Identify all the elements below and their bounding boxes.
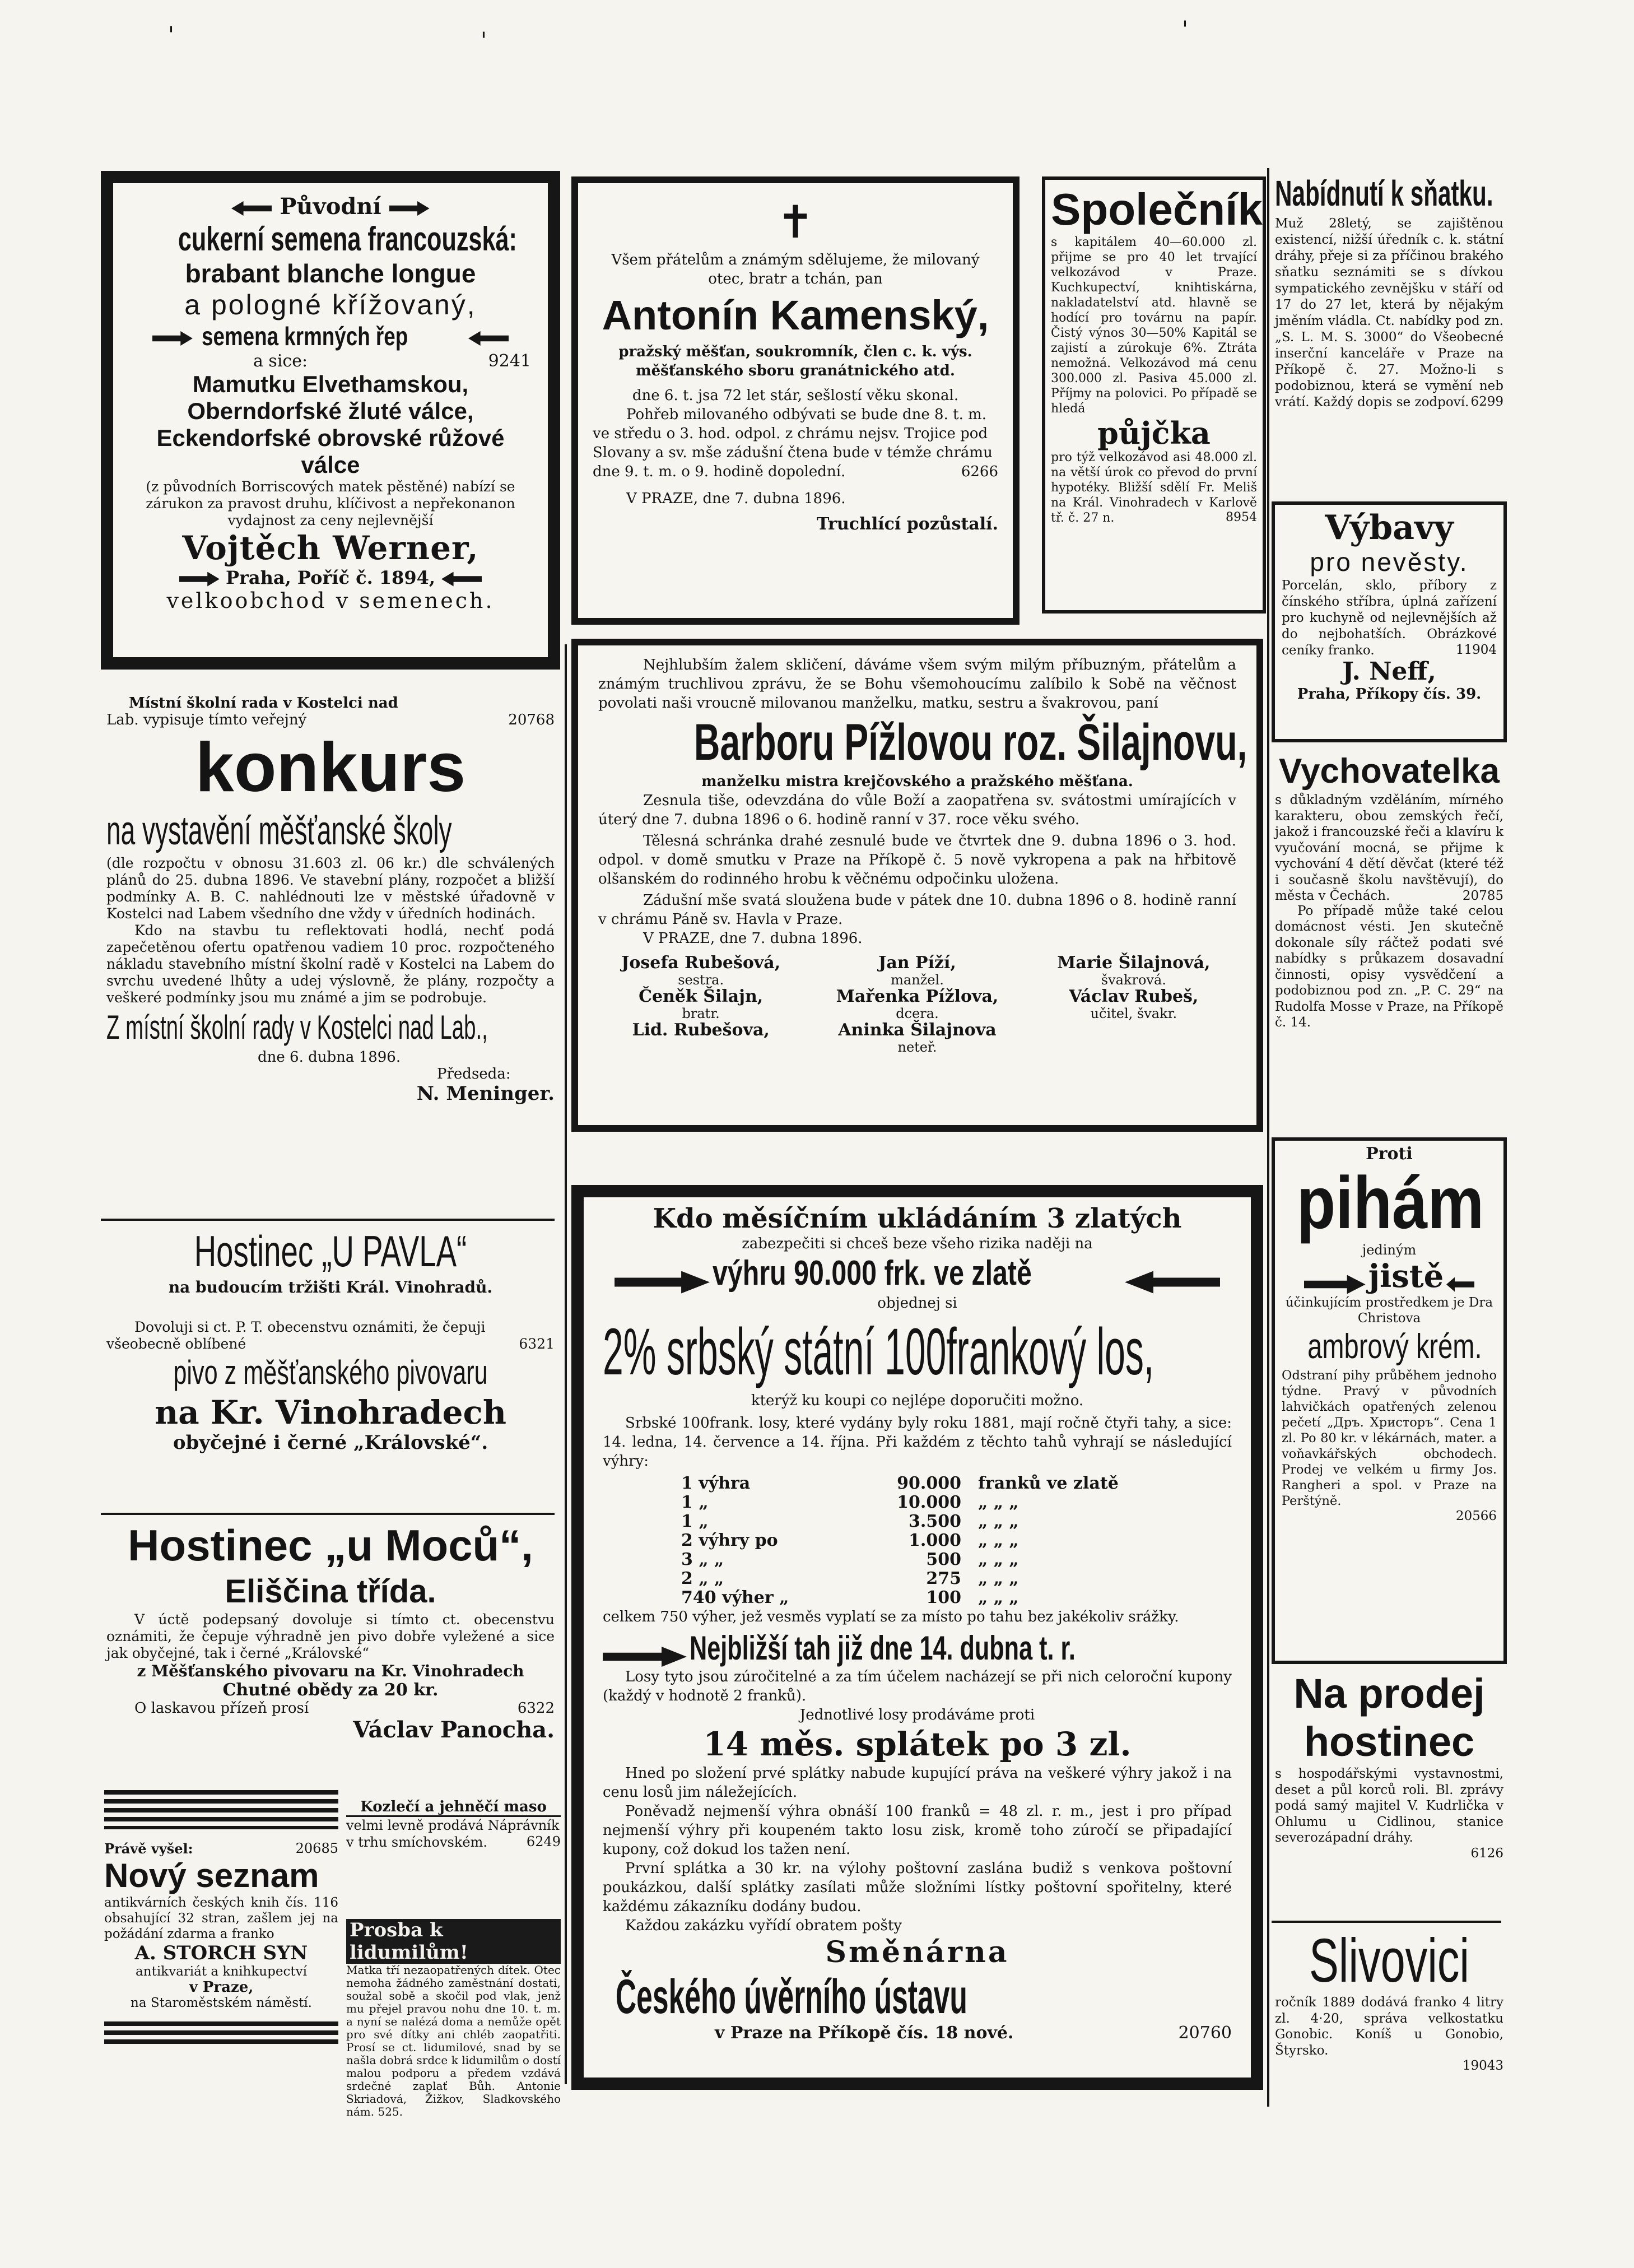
ad-spolecnik — [1042, 176, 1266, 614]
kamensky-died: dne 6. t. jsa 72 let stár, sešlostí věku skonal. — [632, 387, 959, 404]
prize-value: 500 — [926, 1549, 961, 1569]
los-address: v Praze na Příkopě čís. 18 nové. — [715, 2023, 1014, 2043]
seznam-body: antikvárních českých knih čís. 116 obsahující 32 stran, zašlem jej na požádání zdarma a franko — [104, 1895, 338, 1941]
werner-guarantee: (z původních Borriscových matek pěstěné) nabízí se zárukon za pravost druhu, klíčivost a nepřekonanon vydajnost za ceny nejlevnější — [146, 478, 515, 528]
spolecnik-code: 8954 — [1226, 510, 1257, 524]
page-mark-mid: ' — [481, 28, 487, 54]
column-rule-1 — [565, 644, 567, 2084]
ad-u-pavla — [101, 1224, 560, 1510]
kozlec-body: velmi levně prodává Náprávník v trhu smíchovském. — [346, 1818, 560, 1850]
werner-address: Praha, Poříč č. 1894, — [225, 567, 436, 588]
divider — [101, 1513, 555, 1515]
los-body2: Hned po složení prvé splátky nabude kupující práva na veškeré výhry jakož i na cenu losů jim náležejících. — [603, 1764, 1232, 1801]
ad-novy-seznam — [101, 1790, 342, 2093]
signer — [598, 1021, 803, 1054]
ad-slivovici — [1272, 1927, 1507, 2095]
vychovatelka-head: Vychovatelka — [1278, 752, 1500, 791]
pavla-sub: na budoucím tržišti Král. Vinohradů. — [168, 1278, 493, 1296]
ad-werner-seeds — [101, 171, 560, 670]
prize-row — [681, 1531, 1232, 1550]
kamensky-title: pražský měšťan, soukromník, člen c. k. výs. měšťanského sboru granátnického atd. — [618, 343, 972, 379]
prize-count: 1 „ — [681, 1511, 709, 1531]
pavla-code: 6321 — [519, 1336, 555, 1352]
signer-role: neteř. — [897, 1039, 937, 1055]
ad-u-mocu — [101, 1518, 560, 1787]
prodej-body: s hospodářskými vystavnostmi, deset a půl korců roli. Bl. zprávy podá samý majitel V. Kudrlička v Ohlumu u Cidlinou, stanice severozápadní dráhy. — [1275, 1767, 1503, 1845]
los-body: Srbské 100frank. losy, které vydány byly roku 1881, mají ročně čtyři tahy, a sice: 14. ledna, 14. července a 14. října. Při každém z těchto tahů vyhrají se následující výhry: — [603, 1414, 1232, 1470]
prize-unit: franků ve zlatě — [978, 1473, 1119, 1493]
spolecnik-loan-head: půjčka — [1097, 415, 1211, 451]
vybavy-name: J. Neff, — [1342, 657, 1436, 686]
seznam-top: Právě vyšel: — [104, 1841, 193, 1857]
slivovici-body: ročník 1889 dodává franko 4 litry zl. 4·20, správa velkostatku Gonobic. Koníš u Gonobio, Štyrsko. — [1275, 1995, 1503, 2058]
ad-vychovatelka — [1272, 751, 1507, 1098]
signer-name: Lid. Rubešova, — [632, 1020, 770, 1040]
los-body5: Každou zakázku vyřídí obratem pošty — [625, 1917, 902, 1934]
pavla-place: na Kr. Vinohradech — [154, 1393, 507, 1432]
pointing-hand-icon — [1125, 1271, 1220, 1294]
vychovatelka-code: 20785 — [1462, 888, 1503, 903]
los-next: Nejbližší tah již dne 14. dubna t. r. — [690, 1629, 1076, 1667]
piham-top: Proti — [1366, 1144, 1413, 1164]
prosba-body: Matka tří nezaopatřených dítek. Otec nemoha žádného zaměstnání dostati, soužal sobě a skočil pod vlak, jenž mu přejel pravou nohu dne 10. t. m. a nyní se nalézá doma a nemůže opět pro své dítky ani chléb zaopatřiti. Prosí se ct. lidumilové, snad by se našla dobrá srdce k lidumilům o dostí malou podporu a předem vzdává srdečné zaplať Bůh. Antonie Skriadová, Žižkov, Sladkovského nám. 525. — [346, 1963, 561, 2118]
column-rule-2 — [1267, 168, 1269, 2107]
seznam-code: 20685 — [295, 1841, 338, 1856]
stripes — [104, 2021, 338, 2044]
signer-name: Marie Šilajnová, — [1057, 953, 1211, 973]
ad-kamensky-obituary — [571, 176, 1019, 625]
prize-unit: „ „ „ — [978, 1492, 1019, 1512]
los-bank: Směnárna — [825, 1935, 1009, 1969]
los-bank2: Českého úvěrního ústavu — [615, 1969, 967, 2024]
seznam-name: A. STORCH SYN — [134, 1942, 308, 1964]
los-line4: objednej si — [877, 1294, 957, 1312]
kamensky-funeral: Pohřeb milovaného odbývati se bude dne 8. t. m. ve středu o 3. hod. odpol. z chrámu nejsv. Trojice pod Slovany a sv. mše zádušní čtena bude v témže chrámu dne 9. t. m. o 9. hodině dopolední. — [593, 406, 993, 480]
pizlova-body2: Zádušní mše svatá sloužena bude v pátek dne 10. dubna 1896 o 8. hodině ranní v chrámu Páně sv. Havla v Praze. — [598, 892, 1236, 928]
prize-row — [681, 1493, 1232, 1512]
stripes — [104, 1790, 338, 1829]
piham-sub: jediným — [1362, 1242, 1417, 1258]
werner-variety-1: brabant blanche longue — [185, 259, 476, 288]
pavla-body: Dovoluji si ct. P. T. obecenstvu oznámiti, že čepuji všeobecně oblíbené — [106, 1319, 486, 1352]
snatek-body: Muž 28letý, se zajištěnou existencí, nižší úředník c. k. státní dráhy, přeje si za příčinou brakého sňatku seznámiti se s dívkou sympatického zevnějšku v stáří od 17 do 27 let, která by nějakým jměním vládla. Ct. nabídky pod zn. „S. L. M. S. 3000“ do Všeobecné inserční kanceláře v Praze na Příkopě č. 27. Možno-li s podobiznou, která se vymění neb vrátí. Každý dopis se zodpoví. — [1275, 216, 1503, 410]
ad-piham — [1272, 1137, 1507, 1664]
snatek-code: 6299 — [1470, 394, 1503, 409]
mocu-plea: O laskavou přízeň prosí — [134, 1700, 309, 1717]
kozlec-code: 6249 — [526, 1834, 561, 1849]
pointing-hand-icon — [1304, 1275, 1366, 1294]
konkurs-line1b: Lab. vypisuje tímto veřejný — [106, 712, 307, 728]
pointing-hand-icon — [603, 1647, 687, 1667]
kamensky-sign: Truchlící pozůstalí. — [817, 514, 998, 534]
konkurs-chair-name: N. Meninger. — [416, 1082, 555, 1105]
piham-prod: ambrový krém. — [1307, 1327, 1482, 1366]
werner-original: Původní — [280, 193, 381, 220]
mocu-sub: Eliščina třída. — [225, 1573, 436, 1610]
ad-srbsky-los — [571, 1185, 1263, 2090]
spolecnik-body: s kapitálem 40—60.000 zl. přijme se pro 40 let trvající velkozávod v Praze. Kuchkupectví, knihtiskárna, nakladatelství atd. hlavně se hodící pro továrnu na papír. Čistý výnos 30—50% Kapitál se zajistí a zúrokuje 6%. Ztráta nemožná. Velkozávod má cenu 300.000 zl. Pasiva 45.000 zl. Příjmy na polovici. Po případě se hledá — [1051, 235, 1257, 416]
prize-row — [681, 1588, 1232, 1607]
cross-icon: ✝ — [776, 196, 814, 248]
werner-code: 9241 — [488, 351, 531, 371]
werner-headline: cukerní semena francouzská: — [178, 220, 517, 258]
mocu-body: V úctě podepsaný dovoluje si tímto ct. obecenstvu oznámiti, že čepuje výhradně jen pivo dobře vyležené a sice jak obyčejné, tak i černé „Královské“ — [106, 1611, 555, 1661]
divider — [1272, 1921, 1501, 1923]
los-line3: výhru 90.000 frk. ve zlatě — [713, 1254, 1032, 1293]
divider — [101, 1219, 555, 1221]
signer-name: Josefa Rubešová, — [621, 953, 781, 973]
prize-unit: „ „ „ — [978, 1568, 1019, 1588]
pavla-head: Hostinec „U PAVLA“ — [194, 1226, 467, 1276]
kamensky-place: V PRAZE, dne 7. dubna 1896. — [626, 490, 846, 507]
prize-value: 1.000 — [909, 1530, 961, 1550]
pointing-hand-icon — [615, 1271, 710, 1294]
signer-name: Václav Rubeš, — [1069, 987, 1199, 1006]
mocu-sign: Václav Panocha. — [353, 1717, 555, 1743]
prize-unit: „ „ „ — [978, 1549, 1019, 1569]
pizlova-body1: Tělesná schránka drahé zesnulé bude ve čtvrtek dne 9. dubna 1896 o 3. hod. odpol. v domě smutku v Praze na Příkopě č. 5 nově vykropena a pak na hřbitově olšanském do rodinného hrobu k věčnému odpočinku uložena. — [598, 833, 1236, 887]
signer — [1031, 987, 1236, 1021]
los-body3: Poněvadž nejmenší výhra obnáší 100 franků = 48 zl. r. m., jest i pro případ nejmenší výhry při koupeném takto losu zisk, kromě toho zúročí se připadající kupony, což dokud los tažen není. — [603, 1802, 1232, 1858]
pizlova-intro: Nejhlubším žalem skličení, dáváme všem svým milým příbuzným, přátelům a známým truchlivou zprávu, že se Bohu všemohoucímu zalíbilo k Sobě na věčnost povolati naši vroucně milovanou manželku, matku, sestru a švakrovou, paní — [598, 657, 1236, 712]
prodej-code: 6126 — [1470, 1846, 1503, 1861]
mocu-code: 6322 — [517, 1700, 555, 1717]
signer-role: manžel. — [891, 972, 944, 988]
signer-role: sestra. — [678, 972, 724, 988]
los-line2: zabezpečiti si chceš beze všeho rizika naději na — [742, 1235, 1093, 1252]
pavla-beer: pivo z měšťanského pivovaru — [173, 1354, 488, 1391]
prodej-head2: hostinec — [1304, 1718, 1475, 1765]
seznam-city: v Praze, — [189, 1979, 254, 1996]
los-rates: 14 měs. splátek po 3 zl. — [703, 1725, 1132, 1763]
werner-variety-2: a pologné křížovaný, — [184, 289, 477, 320]
pointing-hand-icon — [441, 572, 482, 587]
prize-row — [681, 1474, 1232, 1493]
piham-sure: jistě — [1368, 1258, 1444, 1295]
los-rule: Losy tyto jsou zúročitelné a za tím účelem nacházejí se při nich celoroční kupony (každý v hodnotě 2 franků). — [603, 1668, 1232, 1704]
prize-unit: „ „ „ — [978, 1530, 1019, 1550]
signer-role: učitel, švakr. — [1090, 1006, 1177, 1021]
prize-value: 3.500 — [909, 1511, 961, 1531]
ad-na-prodej — [1272, 1670, 1507, 1916]
werner-beet-seeds: semena krmných řep — [201, 322, 408, 351]
werner-item-3b: válce — [301, 452, 360, 478]
pointing-hand-icon — [231, 201, 272, 216]
konkurs-sub: na vystavění měšťanské školy — [106, 808, 452, 853]
signer — [598, 954, 803, 987]
spolecnik-loan-body: pro týž velkozávod asi 48.000 zl. na větší úrok co převod do první hypotéky. Bližší sdělí Fr. Meliš na Král. Vinohradech v Karlově tř. č. 27 n. — [1051, 450, 1257, 525]
ad-kozleci-maso — [343, 1798, 564, 1916]
prize-count: 2 výhry po — [681, 1530, 778, 1550]
prodej-head: Na prodej — [1293, 1670, 1485, 1717]
werner-name: Vojtěch Werner, — [182, 529, 479, 567]
prize-count: 3 „ „ — [681, 1549, 724, 1569]
mocu-brew: z Měšťanského pivovaru na Kr. Vinohradech — [137, 1662, 524, 1680]
konkurs-line1: Místní školní rada v Kostelci nad — [129, 695, 398, 712]
prize-row — [681, 1512, 1232, 1531]
signer — [814, 954, 1019, 987]
pointing-hand-icon — [1446, 1277, 1474, 1292]
prize-row — [681, 1550, 1232, 1569]
vybavy-sub: pro nevěsty. — [1310, 547, 1469, 577]
kamensky-code: 6266 — [961, 463, 998, 480]
konkurs-head: konkurs — [195, 729, 466, 806]
pointing-hand-icon — [152, 331, 193, 346]
piham-body: účinkujícím prostředkem je Dra Christova — [1285, 1295, 1493, 1326]
signer-name: Jan Píží, — [878, 953, 956, 973]
seznam-address: na Staroměstském náměstí. — [131, 1996, 312, 2010]
piham-head: pihám — [1296, 1161, 1484, 1244]
pavla-kind: obyčejné i černé „Královské“. — [173, 1432, 488, 1454]
los-big: 2% srbský státní 100frankový los, — [603, 1314, 1154, 1389]
signer — [814, 987, 1019, 1021]
konkurs-chair: Předseda: — [437, 1066, 511, 1082]
pointing-hand-icon — [468, 331, 509, 346]
pizlova-signers — [598, 954, 1236, 1054]
page-mark-right: ' — [1182, 17, 1188, 43]
los-line5: kterýž ku koupi co nejlépe doporučiti možno. — [751, 1392, 1084, 1409]
werner-item-1: Mamutku Elvethamskou, — [192, 371, 469, 397]
konkurs-code: 20768 — [508, 712, 555, 728]
page-mark-left: ' — [168, 22, 174, 48]
slivovici-head: Slivovici — [1309, 1926, 1470, 1995]
piham-code: 20566 — [1455, 1509, 1497, 1523]
prize-value: 90.000 — [897, 1473, 961, 1493]
snatek-head: Nabídnutí k sňatku. — [1275, 173, 1493, 213]
pizlova-date: V PRAZE, dne 7. dubna 1896. — [643, 930, 863, 947]
slivovici-code: 19043 — [1462, 2058, 1503, 2073]
signer — [598, 987, 803, 1021]
los-total: celkem 750 výher, jež vesměs vyplatí se za místo po tahu bez jakékoliv srážky. — [603, 1608, 1179, 1625]
pointing-hand-icon — [179, 572, 220, 587]
signer — [1031, 954, 1236, 987]
vychovatelka-body2: Po případě může také celou domácnost vésti. Jen skutečně dokonale síly ráčtež podati své nabídky s průkazem dosavadní činnosti, opisy vysvědčení a podobiznou pod zn. „P. C. 29“ na Rudolfa Mosse v Praze, na Příkopě č. 14. — [1275, 903, 1503, 1030]
los-code: 20760 — [1178, 2023, 1232, 2043]
mocu-head: Hostinec „u Moců“, — [128, 1521, 533, 1570]
prize-row — [681, 1569, 1232, 1588]
signer-name: Mařenka Pížlova, — [836, 987, 999, 1006]
kamensky-intro: Všem přátelům a známým sdělujeme, že milovaný otec, bratr a tchán, pan — [611, 252, 980, 287]
signer-role: švakrová. — [1101, 972, 1166, 988]
vybavy-address: Praha, Příkopy čís. 39. — [1297, 686, 1482, 703]
ad-vybavy — [1272, 501, 1507, 742]
seznam-head: Nový seznam — [104, 1857, 319, 1894]
prize-count: 2 „ „ — [681, 1568, 724, 1588]
piham-body2: Odstraní pihy průběhem jednoho týdne. Pravý v původních lahvičkách opatřených zelenou pečetí „Дръ. Христоръ“. Cena 1 zl. Po 80 kr. v lékárnách, mater. a voňavkářských obchodech. Prodej ve velkém u firmy Jos. Rangheri a spol. v Praze na Perštýně. — [1282, 1368, 1497, 1508]
pointing-hand-icon — [389, 201, 430, 216]
konkurs-body: (dle rozpočtu v obnosu 31.603 zl. 06 kr.) dle schválených plánů do 25. dubna 1896. Ve stavební plány, rozpočet a bližší podmínky A. B. C. nahlédnouti lze v městské úřadovně v Kostelci nad Labem všedního dne vždy v úředních hodinách. — [106, 855, 555, 922]
pizlova-name: Barboru Pížlovou roz. Šilajnovu, — [693, 714, 1247, 771]
vychovatelka-body: s důkladným vzděláním, mírného karakteru, obou zemských řečí, jakož i francouzské řeči a klavíru k vyučování mocná, se přijme k vychování 4 dětí děvčat (které též i současně školu navštěvují), do města v Čechách. — [1275, 793, 1503, 903]
prize-count: 1 výhra — [681, 1473, 751, 1493]
signer-role: dcera. — [896, 1006, 939, 1021]
los-sub: Jednotlivé losy prodáváme proti — [799, 1706, 1035, 1723]
ad-snatek — [1272, 171, 1507, 501]
kamensky-name: Antonín Kamenský, — [602, 292, 989, 338]
ad-pizlova-obituary — [571, 639, 1263, 1132]
signer-role: bratr. — [682, 1006, 720, 1021]
vybavy-body: Porcelán, sklo, příbory z čínského stříbra, úplná zařízení pro kuchyně od nejlevnějších až do nejbohatších. Obrázkové ceníky franko. — [1282, 578, 1497, 658]
signer-name: Aninka Šilajnova — [838, 1020, 997, 1040]
mocu-lunch: Chutné obědy za 20 kr. — [222, 1680, 439, 1700]
prize-count: 740 výher „ — [681, 1587, 789, 1607]
vybavy-code: 11904 — [1455, 643, 1497, 657]
werner-trade: velkoobchod v semenech. — [166, 588, 495, 613]
konkurs-sign: Z místní školní rady v Kostelci nad Lab., — [106, 1008, 488, 1046]
werner-item-2: Oberndorfské žluté válce, — [187, 398, 474, 424]
los-head: Kdo měsíčním ukládáním 3 zlatých — [653, 1203, 1182, 1234]
vybavy-head: Výbavy — [1325, 508, 1454, 547]
konkurs-body2: Kdo na stavbu tu reflektovati hodlá, nechť podá zapečetěnou ofertu opatřenou vadiem 10 proc. rozpočteného nákladu stavebního místní školní radě v Kostelci na Labem do svrchu uvedené lhůty a udej výslovně, že plány, rozpočty a veškeré podmínky jsou mu známé a jim se podrobuje. — [106, 922, 555, 1006]
kozlec-head: Kozlečí a jehněčí maso — [346, 1798, 561, 1817]
los-body4: První splátka a 30 kr. na výlohy poštovní zaslána budiž s venkova poštovní poukázkou, další splátky zasílati může složními lístky poštovní spořitelny, které každému zákazníku dodány budou. — [603, 1860, 1232, 1915]
signer-name: Čeněk Šilajn, — [639, 987, 764, 1006]
prize-unit: „ „ „ — [978, 1587, 1019, 1607]
werner-namely: a sice: — [253, 351, 308, 371]
prize-value: 275 — [926, 1568, 961, 1588]
prize-value: 10.000 — [897, 1492, 961, 1512]
signer — [814, 1021, 1019, 1054]
pizlova-died: Zesnula tiše, odevzdána do vůle Boží a zaopatřena sv. svátostmi umírajících v úterý dne 7. dubna 1896 o 6. hodině ranní v 37. roce věku svého. — [598, 792, 1236, 828]
prize-value: 100 — [926, 1587, 961, 1607]
prize-unit: „ „ „ — [978, 1511, 1019, 1531]
spolecnik-head: Společník — [1051, 184, 1263, 234]
ad-konkurs — [101, 695, 560, 1216]
seznam-trade: antikvariát a knihkupectví — [136, 1964, 307, 1979]
werner-item-3: Eckendorfské obrovské růžové — [156, 425, 505, 451]
prosba-head: Prosba k lidumilům! — [346, 1919, 561, 1964]
los-prize-table — [681, 1474, 1232, 1607]
konkurs-date: dne 6. dubna 1896. — [258, 1049, 401, 1066]
pizlova-title: manželku mistra krejčovského a pražského měšťana. — [701, 773, 1133, 790]
ad-prosba — [343, 1919, 564, 2118]
prize-count: 1 „ — [681, 1492, 709, 1512]
